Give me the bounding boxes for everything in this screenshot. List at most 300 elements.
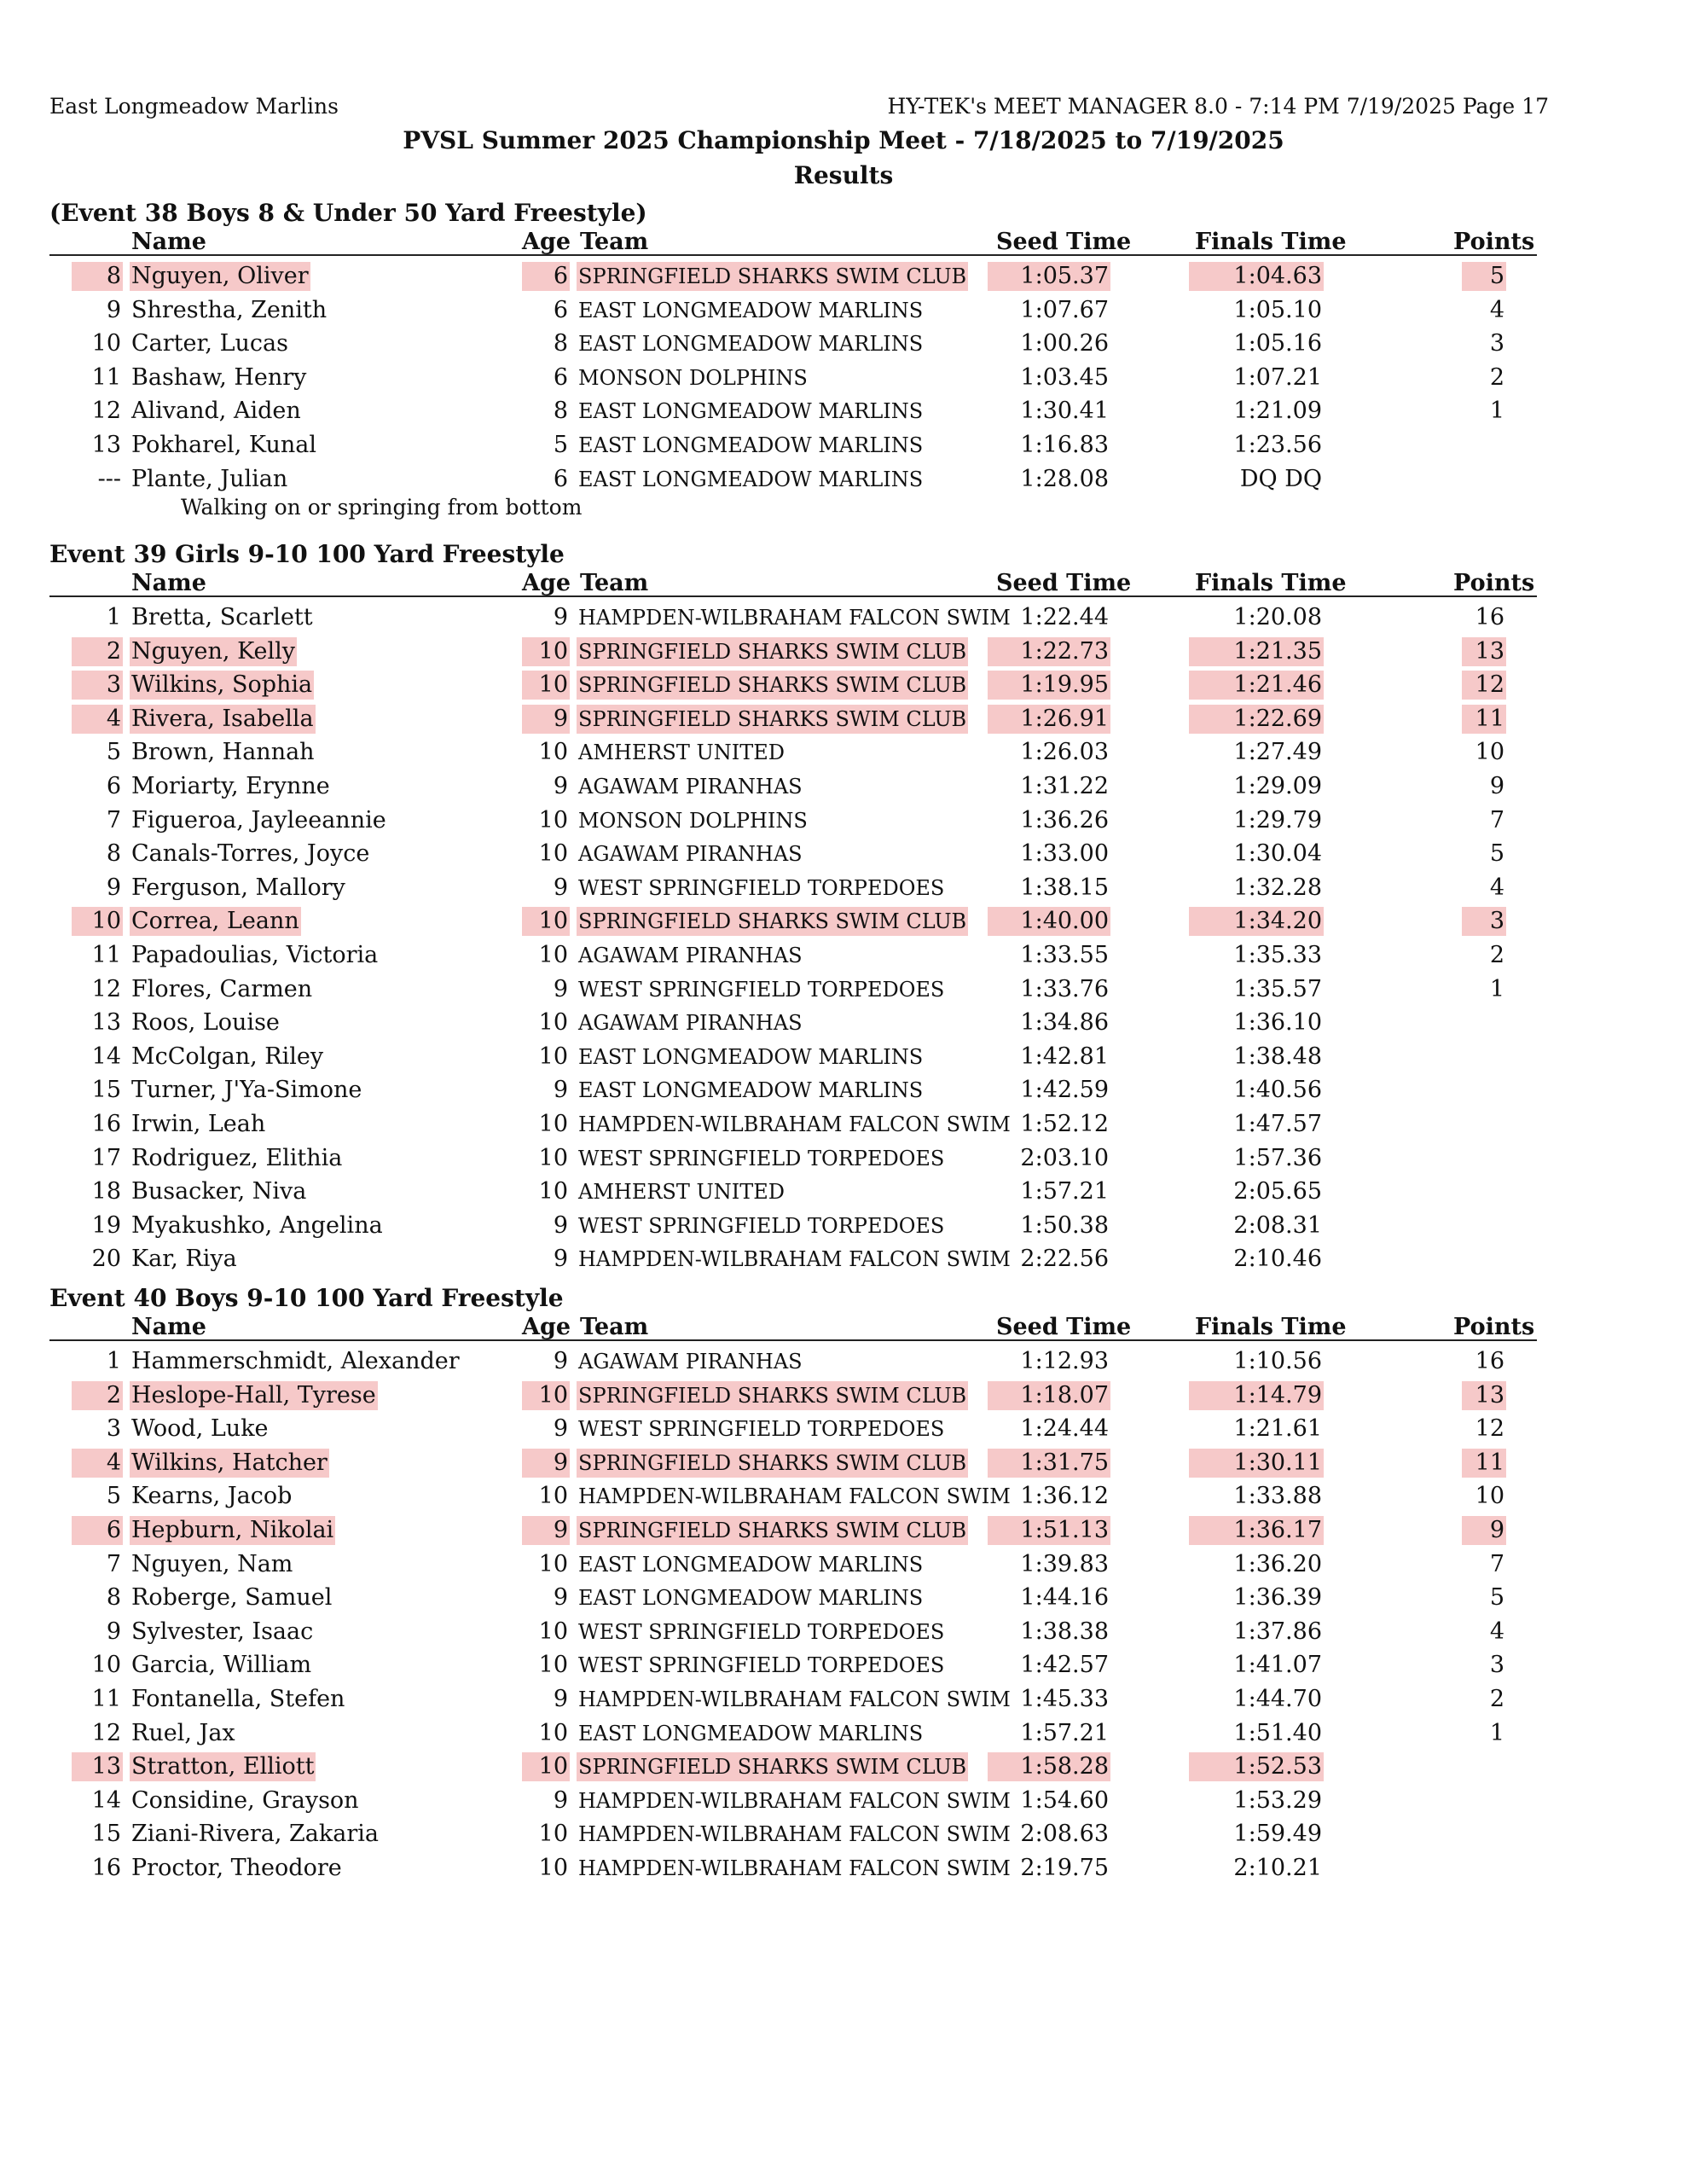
result-row [0, 1177, 1687, 1211]
result-finals-time: 1:23.56 [1233, 432, 1322, 458]
result-row [0, 705, 1687, 738]
result-finals-time: 1:21.46 [1189, 671, 1324, 700]
result-team: AGAWAM PIRANHAS [578, 775, 803, 799]
result-points: 11 [1462, 1449, 1506, 1478]
result-row [0, 1381, 1687, 1414]
result-points: 7 [1489, 1550, 1504, 1577]
result-points: 3 [1462, 907, 1506, 936]
result-swimmer-name: Wood, Luke [131, 1415, 269, 1443]
result-points: 4 [1489, 874, 1504, 901]
results-title: Results [793, 161, 894, 189]
result-row [0, 1076, 1687, 1109]
result-row [0, 1550, 1687, 1583]
result-seed-time: 1:54.60 [1020, 1786, 1109, 1814]
result-team: EAST LONGMEADOW MARLINS [578, 1586, 924, 1611]
result-place: 12 [91, 1719, 121, 1746]
result-swimmer-name: Nguyen, Oliver [131, 263, 309, 289]
result-age: 8 [553, 398, 568, 425]
result-place: 12 [91, 975, 121, 1002]
result-points: 4 [1489, 296, 1504, 323]
result-finals-time: 2:08.31 [1233, 1211, 1322, 1239]
result-finals-time: 1:52.53 [1189, 1752, 1324, 1781]
result-points: 1 [1489, 398, 1504, 425]
result-team: EAST LONGMEADOW MARLINS [578, 1078, 924, 1103]
column-header-points: Points [1453, 570, 1535, 596]
result-age: 9 [553, 1077, 568, 1104]
column-header-points: Points [1453, 1314, 1535, 1340]
result-finals-time: DQ DQ [1239, 465, 1322, 492]
result-swimmer-name: Plante, Julian [131, 465, 288, 492]
result-row [0, 1008, 1687, 1042]
column-header-finals-time: Finals Time [1195, 1314, 1347, 1340]
result-row [0, 1854, 1687, 1887]
column-header-row [49, 570, 1537, 597]
result-seed-time: 1:42.57 [1020, 1652, 1109, 1679]
result-points: 9 [1462, 1516, 1506, 1545]
result-points: 11 [1462, 705, 1506, 734]
result-finals-time: 1:33.88 [1233, 1483, 1322, 1510]
result-swimmer-name: Papadoulias, Victoria [131, 942, 379, 968]
result-age: 10 [538, 1719, 568, 1746]
result-swimmer-name: Bretta, Scarlett [131, 604, 313, 630]
result-age: 10 [538, 1618, 568, 1645]
result-seed-time: 1:58.28 [988, 1752, 1110, 1781]
result-row [0, 262, 1687, 295]
result-place: 7 [106, 806, 121, 834]
result-points: 5 [1462, 262, 1506, 291]
result-finals-time: 1:32.28 [1233, 874, 1322, 901]
result-swimmer-name: Wilkins, Hatcher [131, 1449, 328, 1476]
result-seed-time: 1:28.08 [1020, 465, 1109, 492]
result-points: 16 [1475, 604, 1504, 630]
event-title: Event 39 Girls 9-10 100 Yard Freestyle [49, 540, 565, 568]
result-seed-time: 1:19.95 [988, 671, 1110, 700]
result-place: 16 [91, 1111, 121, 1137]
result-points: 5 [1489, 1584, 1504, 1612]
result-place: 8 [106, 840, 121, 868]
result-finals-time: 1:53.29 [1233, 1786, 1322, 1814]
result-seed-time: 1:24.44 [1020, 1415, 1109, 1443]
result-team: EAST LONGMEADOW MARLINS [578, 1552, 924, 1577]
result-row [0, 839, 1687, 873]
result-age: 6 [553, 296, 568, 323]
result-place: 6 [106, 773, 121, 799]
result-age: 9 [553, 1415, 568, 1443]
result-finals-time: 1:29.09 [1233, 773, 1322, 799]
result-finals-time: 1:38.48 [1233, 1043, 1322, 1070]
result-points: 3 [1489, 330, 1504, 357]
column-header-points: Points [1453, 229, 1535, 255]
column-header-age: Age [522, 1314, 571, 1340]
result-place: 6 [72, 1516, 123, 1545]
result-finals-time: 1:51.40 [1233, 1719, 1322, 1746]
result-team: SPRINGFIELD SHARKS SWIM CLUB [577, 705, 968, 734]
result-finals-time: 1:21.61 [1233, 1415, 1322, 1443]
result-place: --- [97, 465, 121, 492]
result-seed-time: 1:30.41 [1020, 398, 1109, 425]
result-seed-time: 1:03.45 [1020, 363, 1109, 391]
result-seed-time: 1:45.33 [1020, 1686, 1109, 1712]
result-finals-time: 1:30.11 [1189, 1449, 1324, 1478]
result-team: WEST SPRINGFIELD TORPEDOES [578, 875, 945, 900]
result-finals-time: 1:41.07 [1233, 1652, 1322, 1679]
column-header-finals-time: Finals Time [1195, 229, 1347, 255]
result-swimmer-name: Correa, Leann [131, 908, 299, 935]
result-place: 11 [91, 942, 121, 968]
result-place: 13 [91, 432, 121, 458]
result-seed-time: 2:19.75 [1020, 1855, 1109, 1881]
result-age: 8 [553, 330, 568, 357]
result-seed-time: 1:00.26 [1020, 330, 1109, 357]
result-finals-time: 1:59.49 [1233, 1821, 1322, 1848]
result-row [0, 363, 1687, 397]
result-swimmer-name: Ziani-Rivera, Zakaria [131, 1821, 379, 1848]
result-finals-time: 1:34.20 [1189, 907, 1324, 936]
result-row [0, 397, 1687, 430]
result-swimmer-name: Nguyen, Nam [131, 1550, 293, 1577]
result-points: 4 [1489, 1618, 1504, 1645]
result-team: HAMPDEN-WILBRAHAM FALCON SWIM [578, 1484, 1011, 1509]
column-header-row [49, 1314, 1537, 1341]
result-points: 9 [1489, 773, 1504, 799]
result-finals-time: 1:35.57 [1233, 975, 1322, 1002]
result-place: 11 [91, 1686, 121, 1712]
result-swimmer-name: Ferguson, Mallory [131, 874, 345, 901]
result-team: EAST LONGMEADOW MARLINS [578, 298, 924, 322]
result-place: 3 [72, 671, 123, 700]
result-place: 1 [106, 604, 121, 630]
column-header-team: Team [580, 1314, 649, 1340]
result-place: 19 [91, 1211, 121, 1239]
result-row [0, 1651, 1687, 1684]
result-team: HAMPDEN-WILBRAHAM FALCON SWIM [578, 1112, 1011, 1136]
result-age: 9 [522, 1516, 570, 1545]
result-swimmer-name: Irwin, Leah [131, 1111, 266, 1137]
result-finals-time: 1:40.56 [1233, 1077, 1322, 1104]
result-finals-time: 1:04.63 [1189, 262, 1324, 291]
result-team: EAST LONGMEADOW MARLINS [578, 1044, 924, 1069]
result-row [0, 1449, 1687, 1482]
result-row [0, 1043, 1687, 1076]
result-team: SPRINGFIELD SHARKS SWIM CLUB [577, 637, 968, 666]
result-row [0, 329, 1687, 363]
result-team: WEST SPRINGFIELD TORPEDOES [578, 977, 945, 1002]
result-seed-time: 2:03.10 [1020, 1144, 1109, 1171]
software-stamp: HY-TEK's MEET MANAGER 8.0 - 7:14 PM 7/19/2025 Page 17 [887, 94, 1549, 119]
result-swimmer-name: Rivera, Isabella [131, 705, 314, 732]
result-row [0, 603, 1687, 636]
result-seed-time: 1:34.86 [1020, 1009, 1109, 1037]
result-team: EAST LONGMEADOW MARLINS [578, 467, 924, 491]
column-header-seed-time: Seed Time [996, 1314, 1132, 1340]
result-points: 1 [1489, 975, 1504, 1002]
result-age: 6 [522, 262, 570, 291]
result-swimmer-name: Kar, Riya [131, 1246, 237, 1273]
result-place: 14 [91, 1043, 121, 1070]
result-seed-time: 1:40.00 [988, 907, 1110, 936]
result-seed-time: 1:42.59 [1020, 1077, 1109, 1104]
result-place: 13 [72, 1752, 123, 1781]
result-swimmer-name: Alivand, Aiden [131, 398, 301, 425]
result-seed-time: 2:22.56 [1020, 1246, 1109, 1273]
result-age: 9 [553, 1584, 568, 1612]
result-finals-time: 1:21.35 [1189, 637, 1324, 666]
result-seed-time: 1:33.55 [1020, 942, 1109, 968]
column-header-name: Name [131, 570, 206, 596]
result-place: 17 [91, 1144, 121, 1171]
result-team: HAMPDEN-WILBRAHAM FALCON SWIM [578, 1788, 1011, 1813]
result-row [0, 637, 1687, 671]
result-place: 4 [72, 1449, 123, 1478]
result-row [0, 1110, 1687, 1143]
result-age: 10 [538, 1043, 568, 1070]
result-points: 2 [1489, 942, 1504, 968]
result-place: 2 [72, 1381, 123, 1410]
result-team: WEST SPRINGFIELD TORPEDOES [578, 1146, 945, 1170]
result-seed-time: 1:31.75 [988, 1449, 1110, 1478]
result-age: 9 [553, 975, 568, 1002]
result-points: 13 [1462, 1381, 1506, 1410]
column-header-row [49, 229, 1537, 256]
result-finals-time: 1:14.79 [1189, 1381, 1324, 1410]
result-place: 10 [72, 907, 123, 936]
column-header-seed-time: Seed Time [996, 570, 1132, 596]
result-finals-time: 1:27.49 [1233, 739, 1322, 766]
result-seed-time: 1:51.13 [988, 1516, 1110, 1545]
result-swimmer-name: Heslope-Hall, Tyrese [131, 1381, 376, 1409]
event-title: (Event 38 Boys 8 & Under 50 Yard Freestyle) [49, 199, 647, 227]
result-seed-time: 1:44.16 [1020, 1584, 1109, 1612]
result-team: HAMPDEN-WILBRAHAM FALCON SWIM [578, 1247, 1011, 1272]
result-place: 16 [91, 1855, 121, 1881]
result-swimmer-name: Considine, Grayson [131, 1786, 359, 1814]
result-row [0, 772, 1687, 805]
result-swimmer-name: Ruel, Jax [131, 1719, 235, 1746]
result-team: AGAWAM PIRANHAS [578, 1350, 803, 1374]
disqualification-note: Walking on or springing from bottom [181, 495, 583, 520]
column-header-age: Age [522, 570, 571, 596]
result-place: 8 [106, 1584, 121, 1612]
result-seed-time: 1:12.93 [1020, 1348, 1109, 1374]
result-seed-time: 1:38.15 [1020, 874, 1109, 901]
result-team: HAMPDEN-WILBRAHAM FALCON SWIM [578, 1687, 1011, 1711]
result-row [0, 1245, 1687, 1278]
result-swimmer-name: Hepburn, Nikolai [131, 1517, 334, 1543]
result-team: SPRINGFIELD SHARKS SWIM CLUB [577, 671, 968, 700]
result-points: 16 [1475, 1348, 1504, 1374]
result-place: 2 [72, 637, 123, 666]
result-place: 11 [91, 363, 121, 391]
result-row [0, 941, 1687, 974]
result-age: 9 [553, 1348, 568, 1374]
result-finals-time: 1:05.16 [1233, 330, 1322, 357]
result-points: 1 [1489, 1719, 1504, 1746]
result-team: SPRINGFIELD SHARKS SWIM CLUB [577, 262, 968, 291]
result-team: SPRINGFIELD SHARKS SWIM CLUB [577, 1516, 968, 1545]
result-finals-time: 1:36.17 [1189, 1516, 1324, 1545]
column-header-finals-time: Finals Time [1195, 570, 1347, 596]
result-swimmer-name: Turner, J'Ya-Simone [131, 1077, 362, 1104]
result-points: 2 [1489, 363, 1504, 391]
result-points: 2 [1489, 1686, 1504, 1712]
result-age: 5 [553, 432, 568, 458]
result-swimmer-name: McColgan, Riley [131, 1043, 324, 1070]
result-finals-time: 1:37.86 [1233, 1618, 1322, 1645]
result-age: 10 [522, 637, 570, 666]
result-row [0, 1211, 1687, 1245]
result-points: 5 [1489, 840, 1504, 868]
result-place: 9 [106, 1618, 121, 1645]
result-swimmer-name: Bashaw, Henry [131, 363, 307, 391]
result-team: WEST SPRINGFIELD TORPEDOES [578, 1619, 945, 1644]
result-swimmer-name: Busacker, Niva [131, 1178, 307, 1205]
column-header-name: Name [131, 1314, 206, 1340]
result-swimmer-name: Wilkins, Sophia [131, 671, 313, 699]
result-team: AMHERST UNITED [578, 741, 785, 765]
result-points: 12 [1462, 671, 1506, 700]
result-row [0, 1414, 1687, 1448]
result-swimmer-name: Moriarty, Erynne [131, 773, 330, 799]
result-place: 20 [91, 1246, 121, 1273]
result-team: SPRINGFIELD SHARKS SWIM CLUB [577, 1752, 968, 1781]
result-swimmer-name: Garcia, William [131, 1652, 312, 1679]
column-header-team: Team [580, 570, 649, 596]
result-swimmer-name: Carter, Lucas [131, 330, 288, 357]
result-age: 6 [553, 465, 568, 492]
result-place: 10 [91, 330, 121, 357]
result-swimmer-name: Kearns, Jacob [131, 1483, 293, 1510]
result-finals-time: 1:36.20 [1233, 1550, 1322, 1577]
result-points: 7 [1489, 806, 1504, 834]
result-finals-time: 1:21.09 [1233, 398, 1322, 425]
result-team: HAMPDEN-WILBRAHAM FALCON SWIM [578, 1856, 1011, 1880]
result-swimmer-name: Proctor, Theodore [131, 1855, 342, 1881]
result-seed-time: 1:39.83 [1020, 1550, 1109, 1577]
result-swimmer-name: Rodriguez, Elithia [131, 1144, 343, 1171]
result-finals-time: 1:29.79 [1233, 806, 1322, 834]
result-finals-time: 2:10.21 [1233, 1855, 1322, 1881]
result-seed-time: 1:57.21 [1020, 1178, 1109, 1205]
result-place: 14 [91, 1786, 121, 1814]
result-points: 10 [1475, 739, 1504, 766]
result-row [0, 806, 1687, 839]
result-finals-time: 2:10.46 [1233, 1246, 1322, 1273]
column-header-age: Age [522, 229, 571, 255]
result-row [0, 1719, 1687, 1752]
column-header-name: Name [131, 229, 206, 255]
result-seed-time: 1:26.91 [988, 705, 1110, 734]
result-seed-time: 1:26.03 [1020, 739, 1109, 766]
result-points: 3 [1489, 1652, 1504, 1679]
result-age: 9 [553, 1211, 568, 1239]
result-age: 10 [538, 1009, 568, 1037]
result-age: 9 [553, 1786, 568, 1814]
result-age: 10 [522, 1752, 570, 1781]
result-row [0, 1685, 1687, 1718]
result-team: AGAWAM PIRANHAS [578, 944, 803, 967]
result-age: 10 [538, 840, 568, 868]
meet-title: PVSL Summer 2025 Championship Meet - 7/18/2025 to 7/19/2025 [403, 126, 1284, 154]
result-points: 13 [1462, 637, 1506, 666]
result-swimmer-name: Fontanella, Stefen [131, 1686, 345, 1712]
result-team: SPRINGFIELD SHARKS SWIM CLUB [577, 1381, 968, 1410]
result-seed-time: 1:50.38 [1020, 1211, 1109, 1239]
result-seed-time: 1:22.44 [1020, 604, 1109, 630]
result-place: 8 [72, 262, 123, 291]
result-finals-time: 1:05.10 [1233, 296, 1322, 323]
result-seed-time: 1:31.22 [1020, 773, 1109, 799]
result-place: 15 [91, 1077, 121, 1104]
column-header-seed-time: Seed Time [996, 229, 1132, 255]
result-age: 10 [522, 907, 570, 936]
result-age: 10 [522, 671, 570, 700]
result-age: 10 [538, 1144, 568, 1171]
result-swimmer-name: Myakushko, Angelina [131, 1211, 383, 1239]
result-finals-time: 1:47.57 [1233, 1111, 1322, 1137]
result-place: 15 [91, 1821, 121, 1848]
result-swimmer-name: Roos, Louise [131, 1009, 280, 1037]
result-team: AGAWAM PIRANHAS [578, 1011, 803, 1036]
result-seed-time: 1:36.26 [1020, 806, 1109, 834]
result-place: 9 [106, 296, 121, 323]
result-seed-time: 1:36.12 [1020, 1483, 1109, 1510]
result-age: 9 [553, 874, 568, 901]
result-age: 10 [538, 1111, 568, 1137]
result-age: 10 [538, 1855, 568, 1881]
result-points: 12 [1475, 1415, 1504, 1443]
result-seed-time: 1:16.83 [1020, 432, 1109, 458]
result-age: 10 [538, 942, 568, 968]
result-seed-time: 1:22.73 [988, 637, 1110, 666]
result-age: 10 [538, 739, 568, 766]
result-age: 6 [553, 363, 568, 391]
result-age: 10 [538, 1652, 568, 1679]
result-place: 9 [106, 874, 121, 901]
result-swimmer-name: Shrestha, Zenith [131, 296, 328, 323]
result-row [0, 1347, 1687, 1380]
result-swimmer-name: Pokharel, Kunal [131, 432, 316, 458]
result-age: 9 [553, 1246, 568, 1273]
result-team: WEST SPRINGFIELD TORPEDOES [578, 1417, 945, 1442]
result-row [0, 296, 1687, 329]
result-swimmer-name: Roberge, Samuel [131, 1584, 333, 1612]
result-row [0, 975, 1687, 1008]
result-swimmer-name: Figueroa, Jayleeannie [131, 806, 386, 834]
result-place: 5 [106, 739, 121, 766]
result-seed-time: 1:38.38 [1020, 1618, 1109, 1645]
result-row [0, 874, 1687, 907]
result-team: SPRINGFIELD SHARKS SWIM CLUB [577, 1449, 968, 1478]
result-age: 9 [522, 1449, 570, 1478]
result-age: 9 [553, 773, 568, 799]
result-swimmer-name: Canals-Torres, Joyce [131, 840, 370, 868]
result-place: 10 [91, 1652, 121, 1679]
club-name: East Longmeadow Marlins [49, 94, 339, 119]
result-team: WEST SPRINGFIELD TORPEDOES [578, 1653, 945, 1678]
result-team: EAST LONGMEADOW MARLINS [578, 332, 924, 357]
result-row [0, 1583, 1687, 1617]
result-team: HAMPDEN-WILBRAHAM FALCON SWIM [578, 606, 1011, 630]
event-title: Event 40 Boys 9-10 100 Yard Freestyle [49, 1284, 564, 1312]
result-team: AMHERST UNITED [578, 1180, 785, 1205]
result-place: 3 [106, 1415, 121, 1443]
result-finals-time: 1:35.33 [1233, 942, 1322, 968]
column-header-team: Team [580, 229, 649, 255]
result-seed-time: 1:07.67 [1020, 296, 1109, 323]
result-swimmer-name: Stratton, Elliott [131, 1753, 315, 1780]
result-finals-time: 1:36.39 [1233, 1584, 1322, 1612]
result-finals-time: 1:20.08 [1233, 604, 1322, 630]
